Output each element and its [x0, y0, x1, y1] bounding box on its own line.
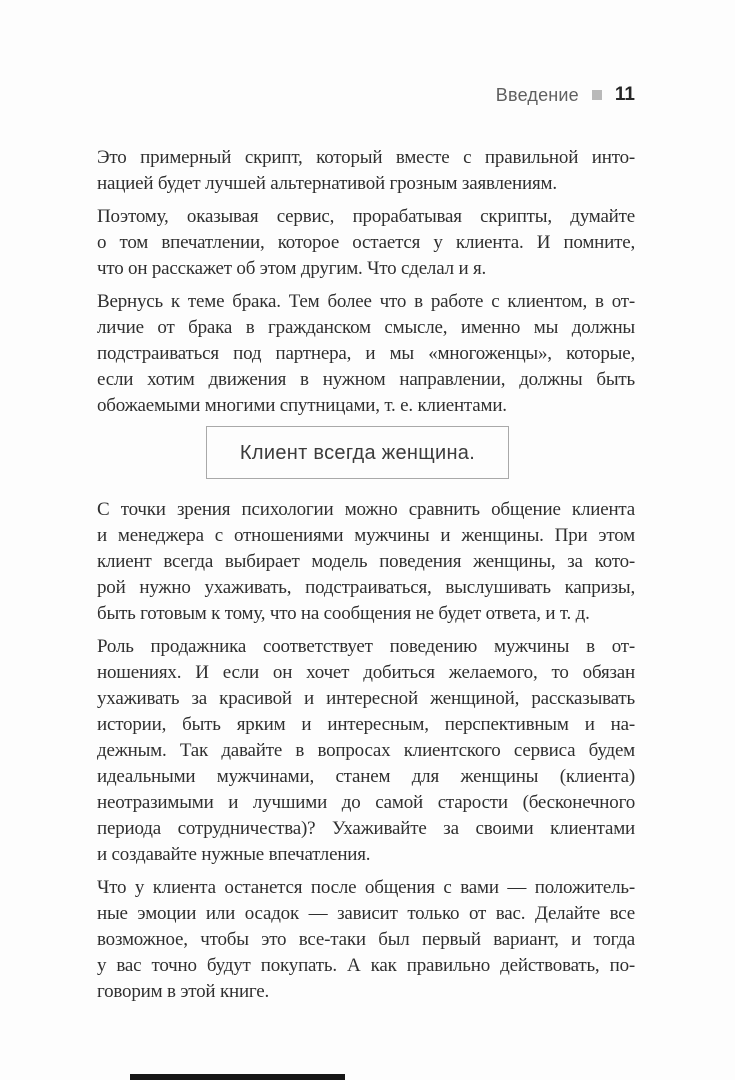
paragraph-line: идеальными мужчинами, станем для женщины (клиента)	[97, 766, 635, 787]
paragraph-line: если хотим движения в нужном направлении, должны быть	[97, 369, 635, 390]
paragraph-line: быть готовым к тому, что на сообщения не будет ответа, и т. д.	[97, 603, 590, 624]
body-paragraph	[97, 497, 635, 627]
paragraph-line: ные эмоции или осадок — зависит только от вас. Делайте все	[97, 903, 635, 924]
body-paragraph	[97, 875, 635, 1005]
paragraph-line: периода сотрудничества)? Ухаживайте за своими клиентами	[97, 818, 635, 839]
chapter-title: Введение	[495, 84, 579, 105]
paragraph-line: Вернусь к теме брака. Тем более что в работе с клиентом, в от-	[97, 291, 635, 312]
paragraph-line: Поэтому, оказывая сервис, прорабатывая скрипты, думайте	[97, 206, 635, 227]
square-bullet-icon	[592, 90, 602, 100]
paragraph-line: Что у клиента останется после общения с вами — положитель-	[97, 877, 635, 898]
paragraph-line: обожаемыми многими спутницами, т. е. клиентами.	[97, 395, 507, 416]
paragraph-line: говорим в этой книге.	[97, 981, 270, 1002]
callout-text: Клиент всегда женщина.	[239, 441, 476, 464]
paragraph-line: ношениях. И если он хочет добиться желаемого, то обязан	[97, 662, 635, 683]
paragraph-line: Роль продажника соответствует поведению мужчины в от-	[97, 636, 635, 657]
paragraph-line: дежным. Так давайте в вопросах клиентского сервиса будем	[97, 740, 635, 761]
paragraph-line: нацией будет лучшей альтернативой грозным заявлениям.	[97, 173, 557, 194]
bottom-bar	[130, 1074, 345, 1080]
page-content	[97, 145, 635, 1012]
paragraph-line: что он расскажет об этом другим. Что сделал и я.	[97, 258, 487, 279]
page-number: 11	[614, 84, 635, 105]
paragraph-line: рой нужно ухаживать, подстраиваться, выслушивать капризы,	[97, 577, 635, 598]
paragraph-line: личие от брака в гражданском смысле, именно мы должны	[97, 317, 635, 338]
paragraph-line: ухаживать за красивой и интересной женщиной, рассказывать	[97, 688, 635, 709]
callout-box	[206, 426, 509, 479]
paragraph-line: возможное, чтобы это все-таки был первый вариант, и тогда	[97, 929, 635, 950]
body-paragraph	[97, 204, 635, 282]
paragraph-line: С точки зрения психологии можно сравнить общение клиента	[97, 499, 635, 520]
running-header	[97, 84, 635, 106]
paragraph-line: и менеджера с отношениями мужчины и женщины. При этом	[97, 525, 635, 546]
paragraph-line: истории, быть ярким и интересным, перспективным и на-	[97, 714, 635, 735]
body-paragraph	[97, 634, 635, 868]
paragraph-line: и создавайте нужные впечатления.	[97, 844, 371, 865]
paragraph-line: Это примерный скрипт, который вместе с правильной инто-	[97, 147, 635, 168]
paragraph-line: у вас точно будут покупать. А как правильно действовать, по-	[97, 955, 635, 976]
paragraph-line: подстраиваться под партнера, и мы «многоженцы», которые,	[97, 343, 635, 364]
paragraph-line: о том впечатлении, которое остается у клиента. И помните,	[97, 232, 635, 253]
body-paragraph	[97, 145, 635, 197]
paragraph-line: неотразимыми и лучшими до самой старости (бесконечного	[97, 792, 635, 813]
paragraph-line: клиент всегда выбирает модель поведения женщины, за кото-	[97, 551, 635, 572]
body-paragraph	[97, 289, 635, 419]
